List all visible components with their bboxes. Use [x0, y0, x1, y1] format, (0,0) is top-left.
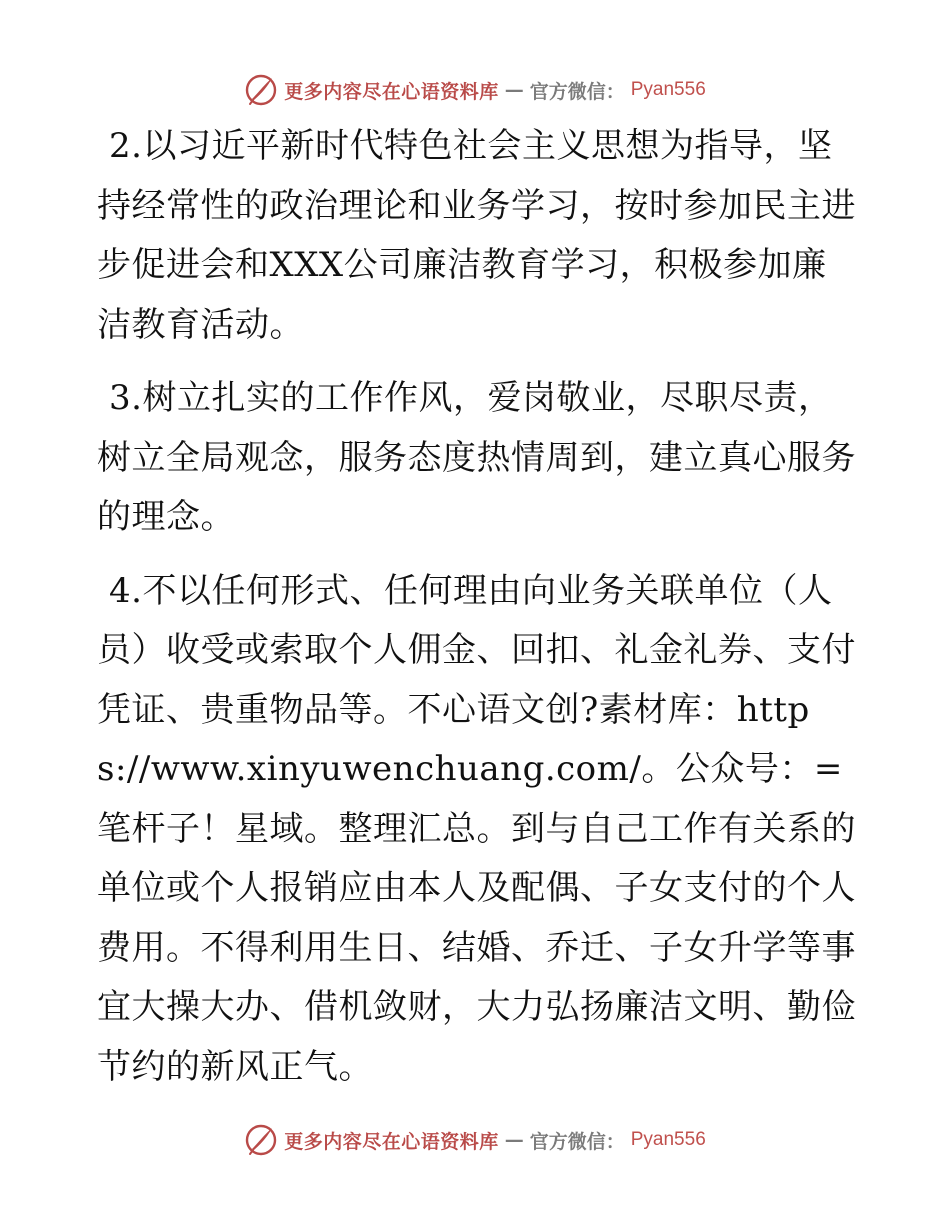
banner-title: 更多内容尽在心语资料库 — [284, 80, 499, 103]
footer-banner — [0, 1120, 950, 1160]
feather-pen-seal-icon — [244, 1123, 278, 1157]
banner-dash: — — [504, 1129, 524, 1151]
banner-wechat-id: Pyan556 — [630, 1129, 706, 1150]
document-body — [97, 117, 857, 1111]
paragraph-4: 4.不以任何形式、任何理由向业务关联单位（人员）收受或索取个人佣金、回扣、礼金礼券、支付凭证、贵重物品等。不心语文创?素材库：https://www.xinyuwenchuang.com/。公众号：=笔杆子！星域。整理汇总。到与自己工作有关系的单位或个人报销应由本人及配偶、子女支付的个人费用。不得利用生日、结婚、乔迁、子女升学等事宜大操大办、借机敛财，大力弘扬廉洁文明、勤俭节约的新风正气。 — [97, 570, 856, 1087]
banner-title: 更多内容尽在心语资料库 — [284, 1130, 499, 1153]
header-banner — [0, 70, 950, 110]
banner-wechat-label: 官方微信： — [529, 1130, 625, 1153]
banner-dash: — — [504, 79, 524, 101]
paragraph-3: 3.树立扎实的工作作风，爱岗敬业，尽职尽责，树立全局观念，服务态度热情周到，建立真心服务的理念。 — [97, 378, 856, 537]
paragraph-2: 2.以习近平新时代特色社会主义思想为指导，坚持经常性的政治理论和业务学习，按时参加民主进步促进会和XXX公司廉洁教育学习，积极参加廉洁教育活动。 — [97, 126, 856, 345]
feather-pen-seal-icon — [244, 73, 278, 107]
banner-wechat-label: 官方微信： — [529, 80, 625, 103]
banner-wechat-id: Pyan556 — [630, 79, 706, 100]
